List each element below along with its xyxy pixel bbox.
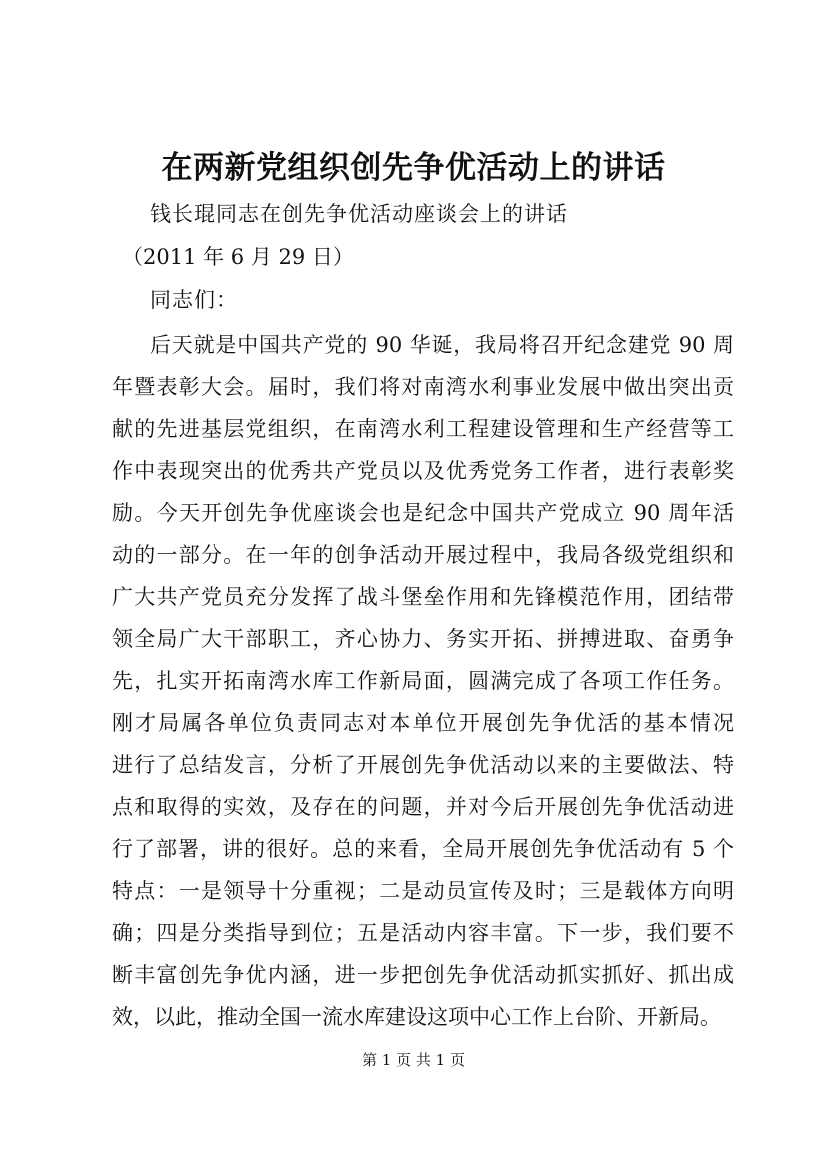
- body-line: 动的一部分。在一年的创争活动开展过程中，我局各级党组织和: [112, 543, 734, 567]
- body-line: 广大共产党员充分发挥了战斗堡垒作用和先锋模范作用，团结带: [112, 585, 734, 609]
- body-line: 确；四是分类指导到位；五是活动内容丰富。下一步，我们要不: [112, 921, 734, 945]
- body-line: 点和取得的实效，及存在的问题，并对今后开展创先争优活动进: [112, 795, 734, 819]
- body-paragraph: [112, 324, 734, 1038]
- greeting: 同志们：: [150, 288, 238, 312]
- body-line: 进行了总结发言，分析了开展创先争优活动以来的主要做法、特: [112, 753, 734, 777]
- body-line: 行了部署，讲的很好。总的来看，全局开展创先争优活动有 5 个: [112, 837, 734, 861]
- body-line: 刚才局属各单位负责同志对本单位开展创先争优活的基本情况: [112, 711, 734, 735]
- body-line: 作中表现突出的优秀共产党员以及优秀党务工作者，进行表彰奖: [112, 459, 734, 483]
- body-line: 献的先进基层党组织，在南湾水利工程建设管理和生产经营等工: [112, 417, 734, 441]
- body-line: 先，扎实开拓南湾水库工作新局面，圆满完成了各项工作任务。: [112, 669, 734, 693]
- body-line: 特点：一是领导十分重视；二是动员宣传及时；三是载体方向明: [112, 879, 734, 903]
- body-line: 领全局广大干部职工，齐心协力、务实开拓、拼搏进取、奋勇争: [112, 627, 734, 651]
- body-line: 效，以此，推动全国一流水库建设这项中心工作上台阶、开新局。: [112, 1005, 721, 1029]
- speech-subtitle: 钱长琨同志在创先争优活动座谈会上的讲话: [150, 202, 568, 226]
- body-line: 后天就是中国共产党的 90 华诞，我局将召开纪念建党 90 周: [150, 333, 734, 357]
- speech-date: （2011 年 6 月 29 日）: [122, 245, 354, 269]
- body-line: 励。今天开创先争优座谈会也是纪念中国共产党成立 90 周年活: [112, 501, 734, 525]
- document-title: 在两新党组织创先争优活动上的讲话: [161, 150, 666, 186]
- body-line: 断丰富创先争优内涵，进一步把创先争优活动抓实抓好、抓出成: [112, 963, 734, 987]
- page-number-footer: 第 1 页 共 1 页: [362, 1051, 465, 1069]
- body-line: 年暨表彰大会。届时，我们将对南湾水利事业发展中做出突出贡: [112, 375, 734, 399]
